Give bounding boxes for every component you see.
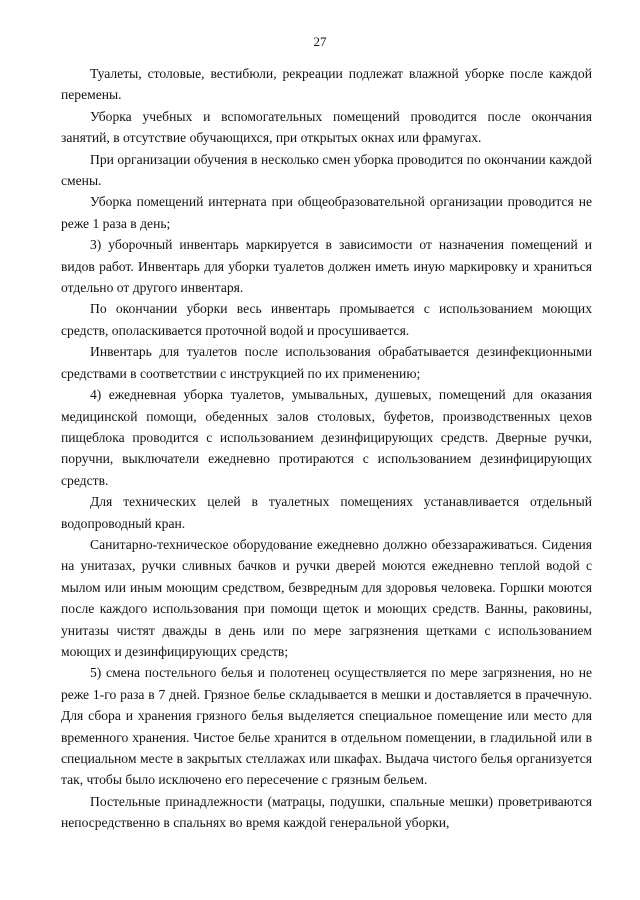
paragraph-classroom-cleaning: Уборка учебных и вспомогательных помещений проводится после окончания занятий, в отсутствие обучающихся, при открытых окнах или фрамугах.: [61, 108, 592, 146]
paragraph-inventory-washing: По окончании уборки весь инвентарь промывается с использованием моющих средств, ополаскивается проточной водой и просушивается.: [61, 301, 592, 338]
paragraph-toilet-inventory: Инвентарь для туалетов после использования обрабатывается дезинфекционными средствами в соответствии с инструкцией по их применению;: [61, 344, 592, 381]
document-body: [61, 63, 592, 834]
paragraph-sanitary-equipment: Санитарно-техническое оборудование ежедневно должно обеззараживаться. Сидения на унитазах, ручки сливных бачков и ручки дверей моются ежедневно теплой водой с мылом или иным моющим средством, безвредным для здоровья человека. Горшки моются после каждого использования при помощи щеток и моющих средств. Ванны, раковины, унитазы чистят дважды в день или по мере загрязнения щетками с использованием моющих и дезинфицирующих средств;: [61, 536, 592, 659]
paragraph-wet-cleaning: Туалеты, столовые, вестибюли, рекреации подлежат влажной уборке после каждой перемены.: [61, 66, 592, 103]
paragraph-technical-tap: Для технических целей в туалетных помещениях устанавливается отдельный водопроводный кран.: [61, 494, 592, 531]
paragraph-daily-cleaning: 4) ежедневная уборка туалетов, умывальных, душевых, помещений для оказания медицинской помощи, обеденных залов столовых, буфетов, производственных цехов пищеблока проводится с использованием дезинфицирующих средств. Дверные ручки, поручни, выключатели ежедневно протираются с использованием дезинфицирующих средств.: [61, 387, 592, 488]
paragraph-shift-cleaning: При организации обучения в несколько смен уборка проводится по окончании каждой смены.: [61, 151, 592, 189]
page-number: 27: [313, 34, 327, 49]
paragraph-inventory-marking: 3) уборочный инвентарь маркируется в зависимости от назначения помещений и видов работ. Инвентарь для уборки туалетов должен иметь иную маркировку и храниться отдельно от другого инвентаря.: [61, 237, 592, 296]
paragraph-bedding-airing: Постельные принадлежности (матрацы, подушки, спальные мешки) проветриваются непосредственно в спальнях во время каждой генеральной уборки,: [61, 793, 592, 831]
paragraph-linen-change: 5) смена постельного белья и полотенец осуществляется по мере загрязнения, но не реже 1-го раза в 7 дней. Грязное белье складывается в мешки и доставляется в прачечную. Для сбора и хранения грязного белья выделяется специальное помещение или место для временного хранения. Чистое белье хранится в отдельном помещении, в гладильной или в специальном месте в закрытых стеллажах или шкафах. Выдача чистого белья организуется так, чтобы было исключено его пересечение с грязным бельем.: [61, 665, 592, 788]
paragraph-boarding-cleaning: Уборка помещений интерната при общеобразовательной организации проводится не реже 1 раза в день;: [61, 194, 592, 231]
